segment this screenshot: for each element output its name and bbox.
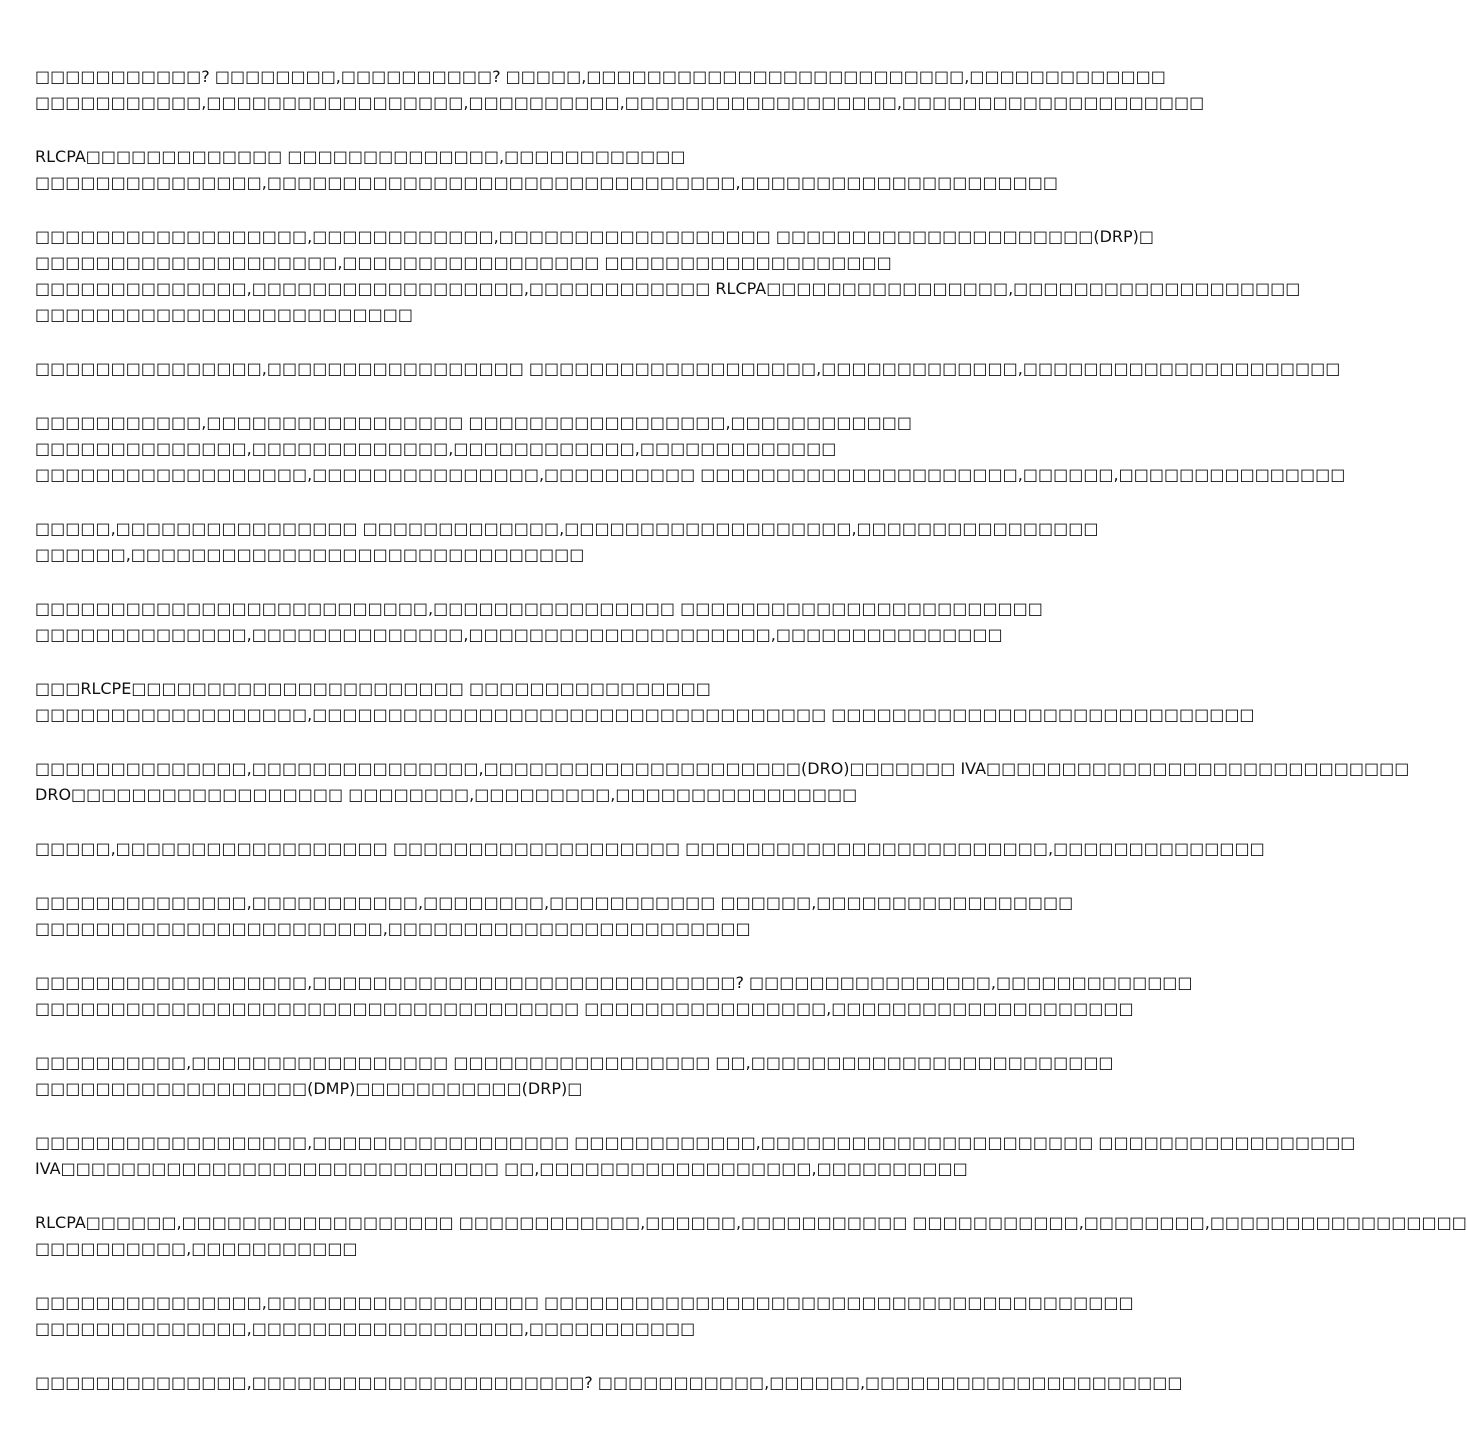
paragraph	[35, 596, 1043, 648]
paragraph	[35, 676, 1255, 728]
text-line: □□□□□□□□□□□□□□□□□□□□□□□,□□□□□□□□□□□□□□□□□□□□□□□□	[35, 919, 751, 938]
text-line: □□□□□□□□□□□□□□,□□□□□□□□□□□,□□□□□□□□,□□□□□□□□□□□ □□□□□□,□□□□□□□□□□□□□□□□□	[35, 893, 1074, 912]
text-line: □□□□□□□□□□□□□□,□□□□□□□□□□□□□,□□□□□□□□□□□□,□□□□□□□□□□□□□	[35, 439, 837, 458]
text-line: □□□□□□□□□□□□□□□□□□,□□□□□□□□□□□□,□□□□□□□□□□□□□□□□□□ □□□□□□□□□□□□□□□□□□□□□(DRP)□	[35, 227, 1155, 246]
text-line: □□□□□□□□□□□? □□□□□□□□,□□□□□□□□□□? □□□□□,□□□□□□□□□□□□□□□□□□□□□□□□□,□□□□□□□□□□□□□	[35, 67, 1166, 86]
text-line: □□□□□,□□□□□□□□□□□□□□□□□□ □□□□□□□□□□□□□□□□□□□ □□□□□□□□□□□□□□□□□□□□□□□□,□□□□□□□□□□□□□□	[35, 839, 1265, 858]
paragraph	[35, 64, 1205, 116]
paragraph	[35, 890, 1074, 942]
text-line: □□□□□□□□□□□□□□□,□□□□□□□□□□□□□□□□□□ □□□□□□□□□□□□□□□□□□□□□□□□□□□□□□□□□□□□□□□	[35, 1293, 1134, 1312]
text-line: □□□□□□□□□□□□□□□□□□□□□□□□□□,□□□□□□□□□□□□□□□□ □□□□□□□□□□□□□□□□□□□□□□□□	[35, 599, 1043, 618]
text-line: □□□□□□□□□□□□□□,□□□□□□□□□□□□□□□□□□,□□□□□□□□□□□	[35, 1319, 696, 1338]
text-line: □□□RLCPE□□□□□□□□□□□□□□□□□□□□□□ □□□□□□□□□□□□□□□□	[35, 679, 711, 698]
text-line: □□□□□□□□□□,□□□□□□□□□□□□□□□□□ □□□□□□□□□□□□□□□□□ □□,□□□□□□□□□□□□□□□□□□□□□□□□	[35, 1053, 1114, 1072]
text-line: □□□□□□□□□□□□□□,□□□□□□□□□□□□□□□□□□□□□□? □□□□□□□□□□□,□□□□□□,□□□□□□□□□□□□□□□□□□□□□	[35, 1373, 1183, 1392]
text-line: □□□□□□□□□□□□□□□□□□,□□□□□□□□□□□□□□□□□□□□□□□□□□□□? □□□□□□□□□□□□□□□□,□□□□□□□□□□□□□	[35, 973, 1193, 992]
paragraph	[35, 970, 1193, 1022]
paragraph	[35, 1210, 1467, 1262]
text-line: □□□□□□□□□□□□□□□□□□□□,□□□□□□□□□□□□□□□□□ □□□□□□□□□□□□□□□□□□□	[35, 253, 892, 272]
text-line: □□□□□,□□□□□□□□□□□□□□□□ □□□□□□□□□□□□□,□□□□□□□□□□□□□□□□□□□,□□□□□□□□□□□□□□□□	[35, 519, 1099, 538]
text-line: □□□□□□□□□□□□□□,□□□□□□□□□□□□□□,□□□□□□□□□□□□□□□□□□□□,□□□□□□□□□□□□□□□	[35, 625, 1003, 644]
text-line: □□□□□□□□□□□□□□□□□□□□□□□□□□□□□□□□□□□□ □□□□□□□□□□□□□□□□,□□□□□□□□□□□□□□□□□□□□	[35, 999, 1134, 1018]
paragraph	[35, 516, 1099, 568]
text-line: RLCPA□□□□□□,□□□□□□□□□□□□□□□□□□ □□□□□□□□□□□□,□□□□□□,□□□□□□□□□□□ □□□□□□□□□□□,□□□□□□□□,□□□□□□□□□□□□□□□□□	[35, 1213, 1467, 1232]
text-line: □□□□□□□□□□□□□□□□□□(DMP)□□□□□□□□□□□(DRP)□	[35, 1079, 583, 1098]
paragraph	[35, 1290, 1134, 1342]
text-line: □□□□□□□□□□□□□□,□□□□□□□□□□□□□□□,□□□□□□□□□□□□□□□□□□□□□(DRO)□□□□□□□ IVA□□□□□□□□□□□□□□□□□□□□□□□□□□□□	[35, 759, 1410, 778]
paragraph	[35, 144, 1059, 196]
text-line: DRO□□□□□□□□□□□□□□□□□□ □□□□□□□□,□□□□□□□□□,□□□□□□□□□□□□□□□□	[35, 785, 858, 804]
text-line: □□□□□□□□□□□□□□□,□□□□□□□□□□□□□□□□□□□□□□□□□□□□□□□,□□□□□□□□□□□□□□□□□□□□□	[35, 173, 1059, 192]
text-line: □□□□□□,□□□□□□□□□□□□□□□□□□□□□□□□□□□□□□	[35, 545, 585, 564]
paragraph	[35, 756, 1410, 808]
text-line: □□□□□□□□□□□□□□□□□□□□□□□□□	[35, 305, 413, 324]
text-line: □□□□□□□□□□,□□□□□□□□□□□	[35, 1239, 358, 1258]
paragraph	[35, 836, 1265, 862]
paragraph	[35, 356, 1341, 382]
paragraph	[35, 224, 1301, 328]
text-line: IVA□□□□□□□□□□□□□□□□□□□□□□□□□□□□□ □□,□□□□□□□□□□□□□□□□□□,□□□□□□□□□□	[35, 1159, 968, 1178]
text-line: □□□□□□□□□□□□□□□□□□,□□□□□□□□□□□□□□□□□ □□□□□□□□□□□□,□□□□□□□□□□□□□□□□□□□□□□ □□□□□□□□□□□□□□□□□	[35, 1133, 1356, 1152]
text-line: □□□□□□□□□□□,□□□□□□□□□□□□□□□□□,□□□□□□□□□□,□□□□□□□□□□□□□□□□□□,□□□□□□□□□□□□□□□□□□□□	[35, 93, 1205, 112]
text-line: □□□□□□□□□□□□□□,□□□□□□□□□□□□□□□□□□,□□□□□□□□□□□□ RLCPA□□□□□□□□□□□□□□□□,□□□□□□□□□□□□□□□□□□□	[35, 279, 1301, 298]
paragraph	[35, 410, 1346, 488]
text-line: □□□□□□□□□□□□□□□□□□,□□□□□□□□□□□□□□□,□□□□□□□□□□ □□□□□□□□□□□□□□□□□□□□□,□□□□□□,□□□□□□□□□□□□□□□	[35, 465, 1346, 484]
paragraph	[35, 1370, 1183, 1396]
text-line: RLCPA□□□□□□□□□□□□□ □□□□□□□□□□□□□□,□□□□□□□□□□□□	[35, 147, 686, 166]
document-body	[35, 64, 1467, 1424]
paragraph	[35, 1050, 1114, 1102]
text-line: □□□□□□□□□□□□□□□,□□□□□□□□□□□□□□□□□ □□□□□□□□□□□□□□□□□□□,□□□□□□□□□□□□□,□□□□□□□□□□□□□□□□□□□□□	[35, 359, 1341, 378]
text-line: □□□□□□□□□□□□□□□□□□,□□□□□□□□□□□□□□□□□□□□□□□□□□□□□□□□□□ □□□□□□□□□□□□□□□□□□□□□□□□□□□□	[35, 705, 1255, 724]
text-line: □□□□□□□□□□□,□□□□□□□□□□□□□□□□□ □□□□□□□□□□□□□□□□□,□□□□□□□□□□□□	[35, 413, 912, 432]
paragraph	[35, 1130, 1356, 1182]
